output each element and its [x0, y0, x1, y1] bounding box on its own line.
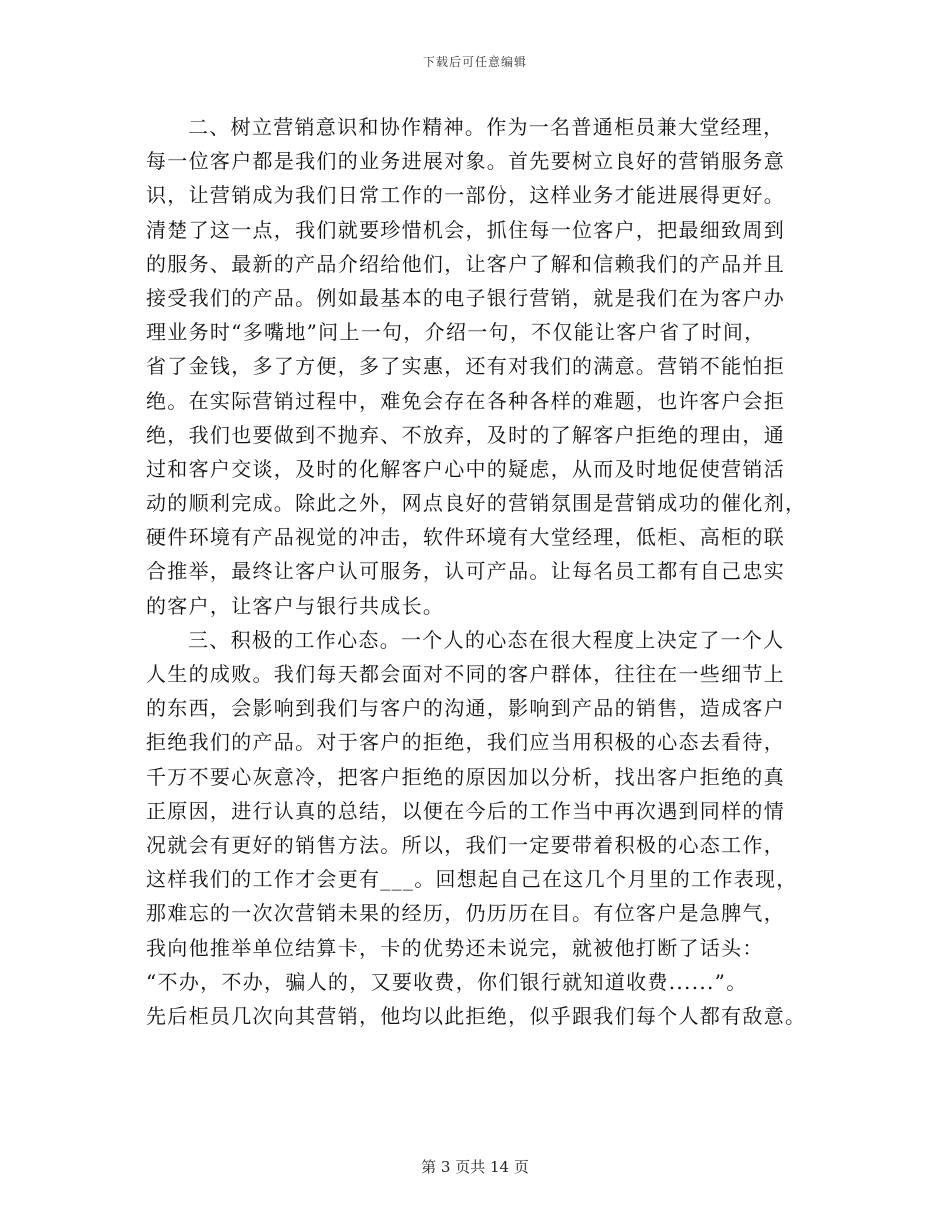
text-line: 省了金钱，多了方便，多了实惠，还有对我们的满意。营销不能怕拒 — [146, 354, 785, 379]
text-line: 正原因，进行认真的总结，以便在今后的工作当中再次遇到同样的情 — [146, 798, 785, 823]
text-line: 每一位客户都是我们的业务进展对象。首先要树立良好的营销服务意 — [146, 149, 785, 174]
text-line: 动的顺利完成。除此之外，网点良好的营销氛围是营销成功的催化剂， — [146, 491, 807, 516]
text-line: 接受我们的产品。例如最基本的电子银行营销，就是我们在为客户办 — [146, 285, 785, 310]
text-line: 绝，我们也要做到不抛弃、不放弃，及时的了解客户拒绝的理由，通 — [146, 422, 785, 447]
text-line: 识，让营销成为我们日常工作的一部份，这样业务才能进展得更好。 — [146, 183, 785, 208]
text-line: 这样我们的工作才会更有___。回想起自己在这几个月里的工作表现， — [146, 867, 798, 892]
document-body — [146, 110, 806, 1033]
text-line: 况就会有更好的销售方法。所以，我们一定要带着积极的心态工作， — [146, 832, 785, 857]
text-line: 的东西，会影响到我们与客户的沟通，影响到产品的销售，造成客户 — [146, 696, 785, 721]
text-line: 二、树立营销意识和协作精神。作为一名普通柜员兼大堂经理， — [188, 115, 785, 139]
paragraph-attitude — [146, 623, 806, 1033]
text-line: 那难忘的一次次营销未果的经历，仍历历在目。有位客户是急脾气， — [146, 901, 785, 926]
text-line: 理业务时“多嘴地”问上一句，介绍一句，不仅能让客户省了时间， — [146, 320, 766, 345]
paragraph-marketing — [146, 110, 806, 623]
page-header: 下载后可任意编辑 — [422, 55, 527, 69]
text-line: 三、积极的工作心态。一个人的心态在很大程度上决定了一个人 — [188, 627, 785, 652]
text-line: 先后柜员几次向其营销，他均以此拒绝，似乎跟我们每个人都有敌意。 — [146, 1003, 807, 1028]
page-footer: 第 3 页共 14 页 — [421, 1158, 529, 1176]
text-line: 的客户，让客户与银行共成长。 — [146, 593, 445, 618]
text-line: 过和客户交谈，及时的化解客户心中的疑虑，从而及时地促使营销活 — [146, 456, 785, 481]
text-line: 的服务、最新的产品介绍给他们，让客户了解和信赖我们的产品并且 — [146, 251, 785, 276]
text-line: 拒绝我们的产品。对于客户的拒绝，我们应当用积极的心态去看待， — [146, 730, 785, 755]
text-line: “不办，不办，骗人的，又要收费，你们银行就知道收费......”。 — [146, 969, 748, 994]
text-line: 硬件环境有产品视觉的冲击，软件环境有大堂经理，低柜、高柜的联 — [146, 525, 785, 550]
text-line: 合推举，最终让客户认可服务，认可产品。让每名员工都有自己忠实 — [146, 559, 785, 584]
text-line: 我向他推举单位结算卡，卡的优势还未说完，就被他打断了话头： — [146, 935, 764, 960]
text-line: 绝。在实际营销过程中，难免会存在各种各样的难题，也许客户会拒 — [146, 388, 785, 413]
text-line: 千万不要心灰意冷，把客户拒绝的原因加以分析，找出客户拒绝的真 — [146, 764, 785, 789]
text-line: 人生的成败。我们每天都会面对不同的客户群体，往往在一些细节上 — [146, 662, 785, 686]
text-line: 清楚了这一点，我们就要珍惜机会，抓住每一位客户，把最细致周到 — [146, 217, 785, 242]
